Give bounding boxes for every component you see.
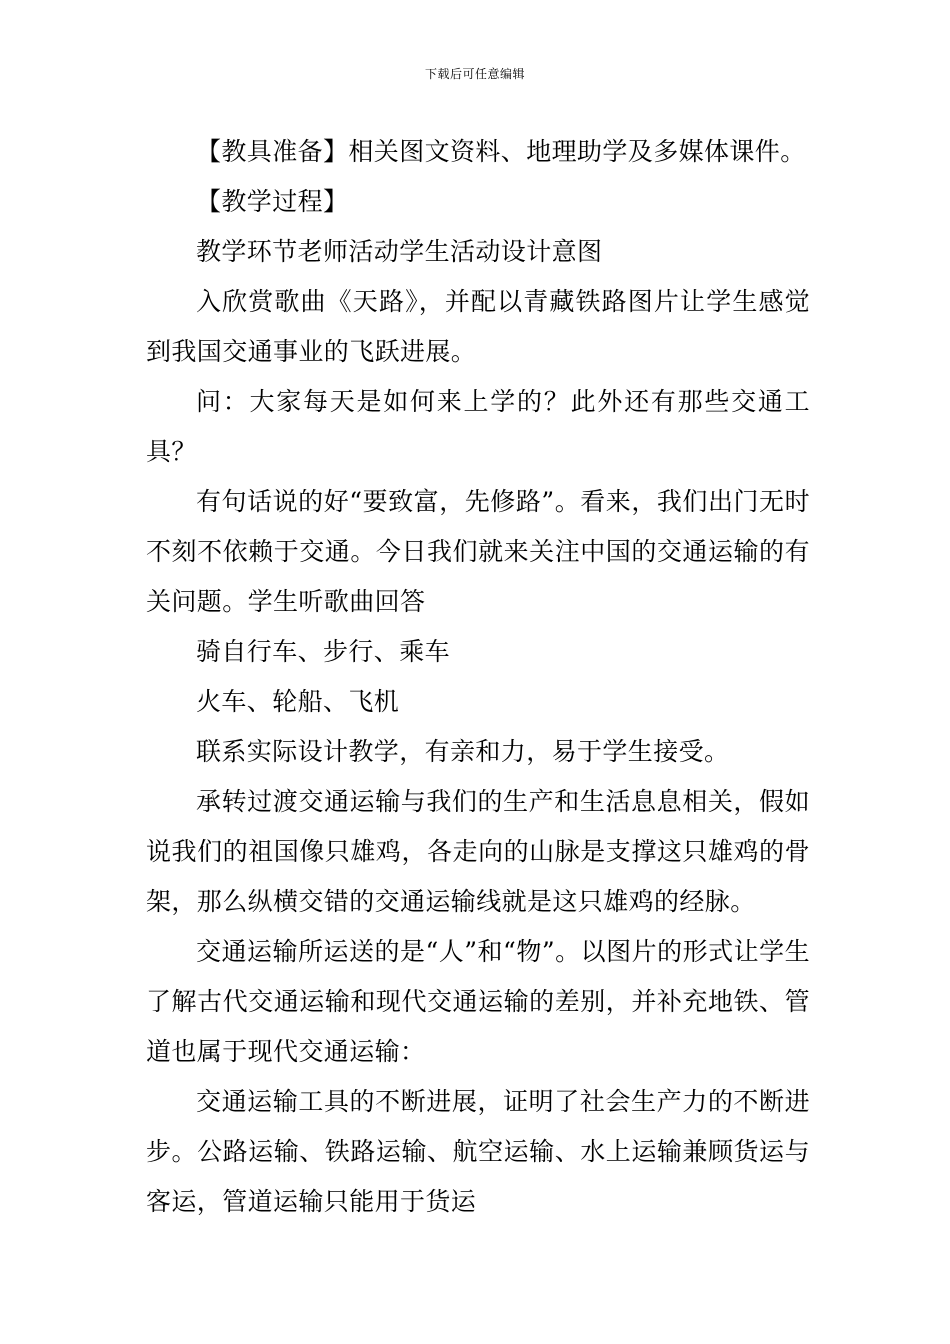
paragraph-transition: 承转过渡交通运输与我们的生产和生活息息相关，假如说我们的祖国像只雄鸡，各走向的山脉是支撑这只雄鸡的骨架，那么纵横交错的交通运输线就是这只雄鸡的经脉。: [146, 787, 810, 916]
paragraph-teaching-aids: 【教具准备】相关图文资料、地理助学及多媒体课件。: [196, 137, 806, 166]
paragraph-introduction: 入欣赏歌曲《天路》，并配以青藏铁路图片让学生感觉到我国交通事业的飞跃进展。: [146, 287, 810, 366]
paragraph-transport-objects: 交通运输所运送的是“人”和“物”。以图片的形式让学生了解古代交通运输和现代交通运输的差别，并补充地铁、管道也属于现代交通运输：: [146, 937, 810, 1066]
paragraph-answer-2: 火车、轮船、飞机: [196, 687, 400, 716]
header-note: 下载后可任意编辑: [424, 67, 525, 81]
paragraph-design-intent: 联系实际设计教学，有亲和力，易于学生接受。: [196, 737, 730, 766]
paragraph-transport-progress: 交通运输工具的不断进展，证明了社会生产力的不断进步。公路运输、铁路运输、航空运输、水上运输兼顾货运与客运，管道运输只能用于货运: [146, 1087, 810, 1216]
paragraph-table-columns: 教学环节老师活动学生活动设计意图: [196, 237, 603, 266]
document-body: [146, 127, 810, 1227]
paragraph-answer-1: 骑自行车、步行、乘车: [196, 637, 451, 666]
paragraph-teaching-process-heading: 【教学过程】: [196, 187, 349, 216]
paragraph-saying: 有句话说的好“要致富，先修路”。看来，我们出门无时不刻不依赖于交通。今日我们就来关注中国的交通运输的有关问题。学生听歌曲回答: [146, 487, 810, 616]
paragraph-question: 问：大家每天是如何来上学的？此外还有那些交通工具？: [146, 387, 810, 466]
